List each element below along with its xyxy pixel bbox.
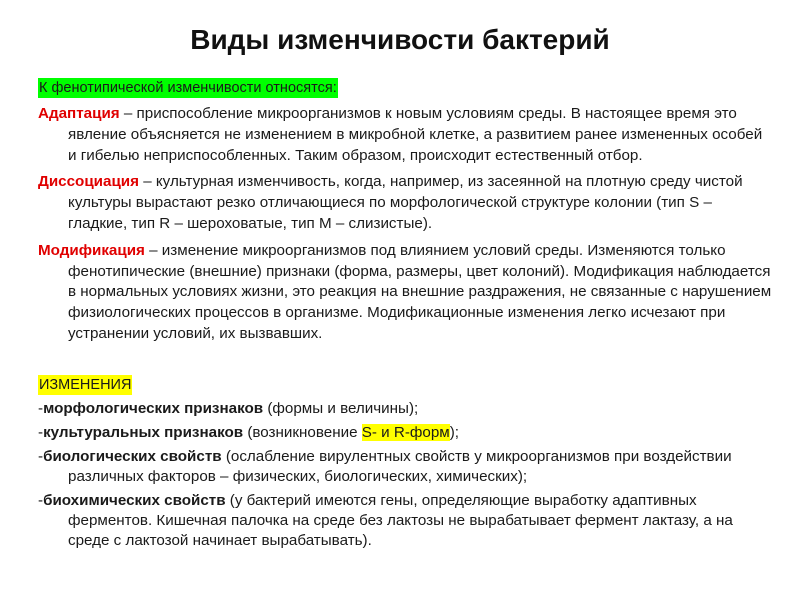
- slide-content: [38, 78, 773, 551]
- item-prefix: -: [38, 399, 44, 417]
- page-title: Виды изменчивости бактерий: [190, 24, 610, 55]
- item-highlight: S- и R-форм: [361, 423, 450, 441]
- item-bold: культуральных признаков: [43, 423, 244, 441]
- change-item-morphological: [38, 399, 773, 419]
- term-modification: Модификация: [38, 241, 145, 259]
- change-item-biochemical: [38, 491, 773, 551]
- item-bold: морфологических признаков: [43, 399, 264, 417]
- definition-modification: – изменение микроорганизмов под влиянием условий среды. Изменяются только фенотипические (внешние) признаки (форма, размеры, цвет колоний). Модификация наблюдается в нормальных условиях жизни, это реакция на внешние раздражения, не связанные с нарушением физиологических процессов в организме. Модификационные изменения легко исчезают при устранении условий, их вызвавших.: [68, 241, 772, 342]
- item-prefix: -: [38, 491, 44, 509]
- intro-line: [38, 78, 773, 98]
- item-bold: биохимических свойств: [43, 491, 226, 509]
- change-item-cultural: [38, 423, 773, 443]
- paragraph-modification: [38, 241, 773, 345]
- definition-dissociation: – культурная изменчивость, когда, например, из засеянной на плотную среду чистой культуры вырастают резко отличающиеся по морфологической структуре колонии (тип S – гладкие, тип R – шероховатые, тип M – слизистые).: [68, 173, 743, 232]
- term-adaptation: Адаптация: [38, 105, 120, 122]
- intro-highlight: К фенотипической изменчивости относятся:: [39, 80, 337, 96]
- item-text: (формы и величины);: [263, 399, 419, 417]
- term-dissociation: Диссоциация: [38, 173, 139, 191]
- change-item-biological: [38, 447, 773, 487]
- item-prefix: -: [38, 447, 44, 465]
- changes-label: ИЗМЕНЕНИЯ: [39, 376, 132, 393]
- item-text: (ослабление вирулентных свойств у микроорганизмов при воздействии различных факторов – физических, биологических, химических);: [68, 447, 732, 485]
- definition-adaptation: – приспособление микроорганизмов к новым условиям среды. В настоящее время это явление объясняется не изменением в микробной клетке, а развитием ранее измененных особей и гибелью неприспособленных. Таким образом, происходит естественный отбор.: [68, 105, 763, 164]
- item-text: (возникновение: [243, 423, 362, 441]
- item-prefix: -: [38, 423, 44, 441]
- paragraph-adaptation: [38, 104, 773, 166]
- item-text: );: [449, 423, 460, 441]
- item-text: (у бактерий имеются гены, определяющие выработку адаптивных ферментов. Кишечная палочка на среде без лактозы не вырабатывает фермент лактазу, а на среде с лактозой начинает вырабатывать).: [68, 491, 733, 549]
- changes-heading: [38, 367, 773, 395]
- item-bold: биологических свойств: [43, 447, 222, 465]
- paragraph-dissociation: [38, 172, 773, 234]
